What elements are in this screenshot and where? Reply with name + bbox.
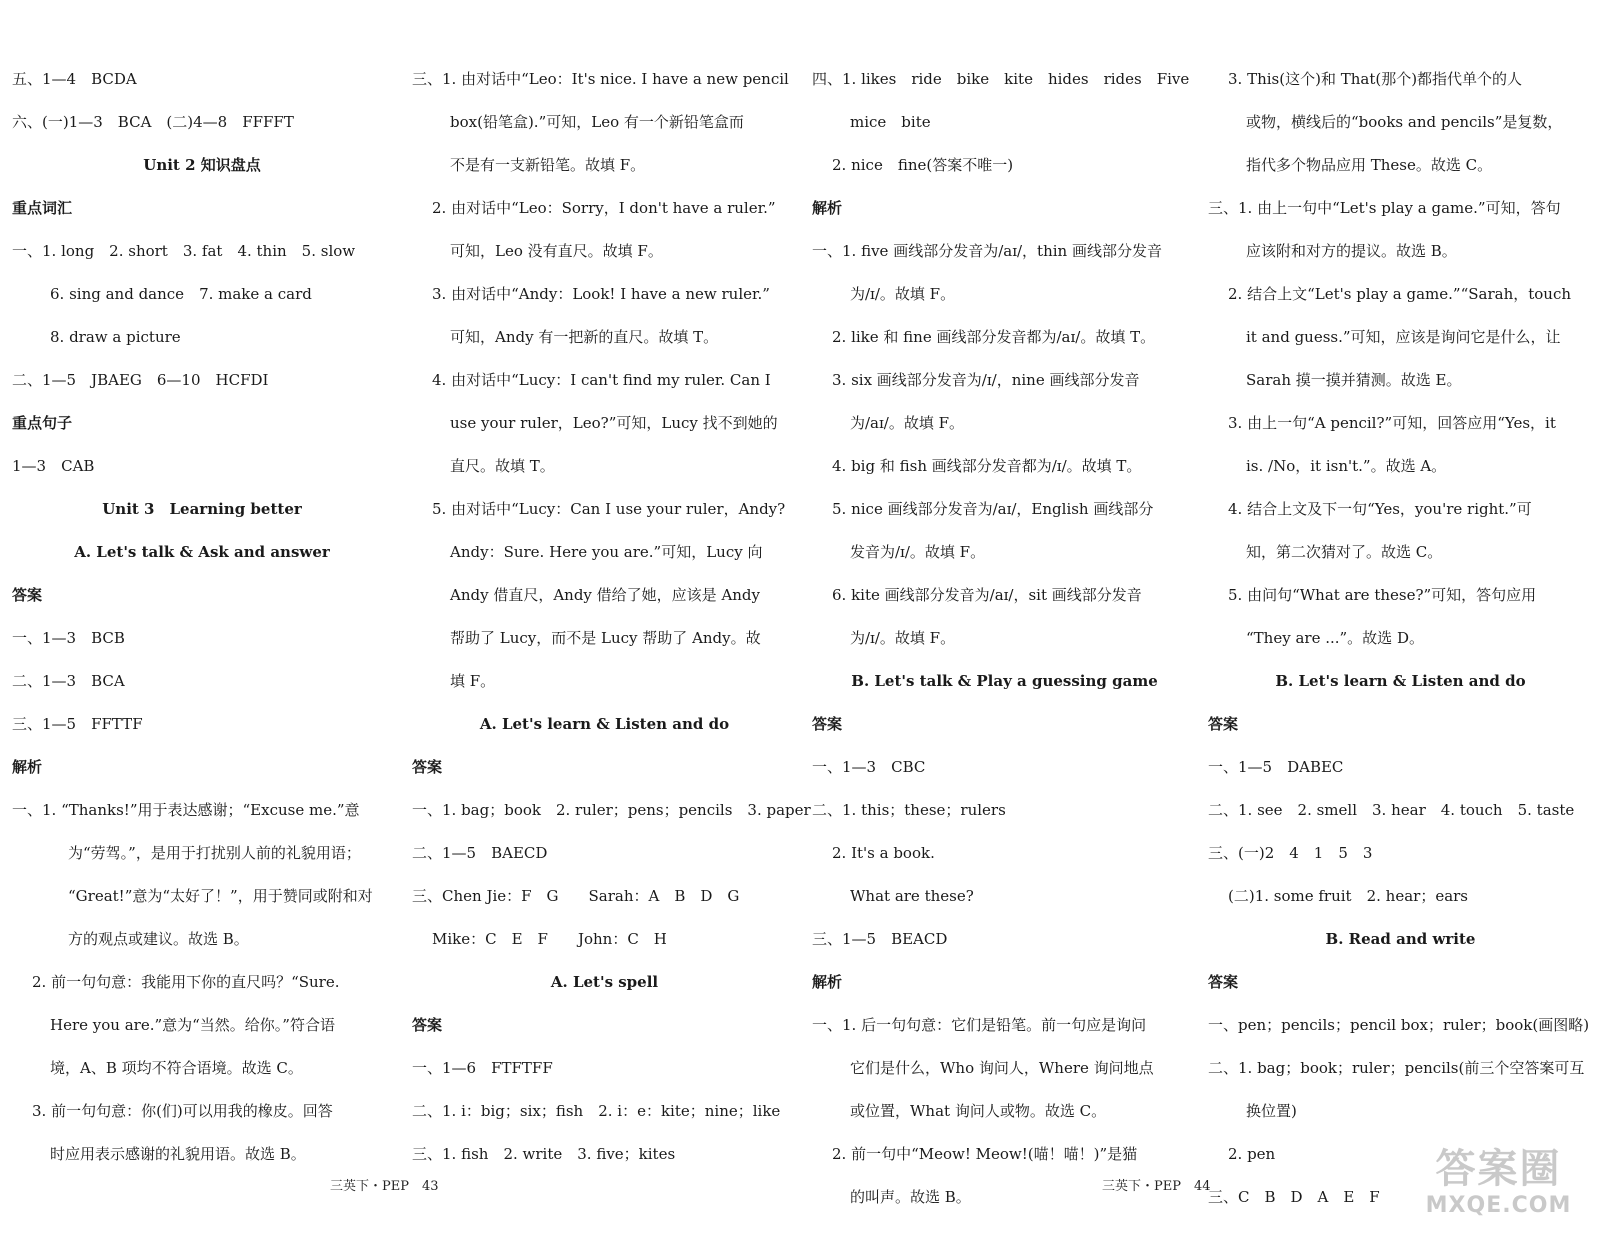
col3-line: 为/aɪ/。故填 F。 <box>850 414 965 432</box>
col3-line: What are these? <box>850 887 974 905</box>
col4-line: 应该附和对方的提议。故选 B。 <box>1246 242 1457 260</box>
col4-line: is. /No，it isn't.”。故选 A。 <box>1246 457 1447 475</box>
col1-line: 六、(一)1—3 BCA (二)4—8 FFFFT <box>12 113 294 131</box>
col1-line: Unit 2 知识盘点 <box>143 156 261 174</box>
col1-line: 时应用表示感谢的礼貌用语。故选 B。 <box>50 1145 306 1163</box>
col3-line: 5. nice 画线部分发音为/aɪ/，English 画线部分 <box>832 500 1154 518</box>
col3-line: 发音为/ɪ/。故填 F。 <box>850 543 986 561</box>
col2-line: 5. 由对话中“Lucy：Can I use your ruler，Andy? <box>432 500 786 518</box>
col3-line: 四、1. likes ride bike kite hides rides Five <box>812 70 1190 88</box>
col4-line: 答案 <box>1208 973 1239 991</box>
col1-line: 解析 <box>12 758 43 776</box>
col2-line: Andy：Sure. Here you are.”可知，Lucy 向 <box>450 543 763 561</box>
col1-line: 8. draw a picture <box>50 328 181 346</box>
col1-line: 二、1—3 BCA <box>12 672 125 690</box>
col4-line: 知，第二次猜对了。故选 C。 <box>1246 543 1443 561</box>
col3-line: 一、1. five 画线部分发音为/aɪ/，thin 画线部分发音 <box>812 242 1162 260</box>
col3-line: 三、1—5 BEACD <box>812 930 948 948</box>
col3-line: 6. kite 画线部分发音为/aɪ/，sit 画线部分发音 <box>832 586 1142 604</box>
col2-line: A. Let's spell <box>550 973 659 991</box>
col1-line: 答案 <box>12 586 43 604</box>
col4-line: 三、C B D A E F <box>1208 1188 1380 1206</box>
col1-line: 2. 前一句句意：我能用下你的直尺吗？“Sure. <box>32 973 340 991</box>
col2-line: Andy 借直尺，Andy 借给了她，应该是 Andy <box>450 586 761 604</box>
column-1 <box>12 58 392 1176</box>
col4-line: 三、(一)2 4 1 5 3 <box>1208 844 1373 862</box>
col2-line: 答案 <box>412 758 443 776</box>
col2-line: 二、1—5 BAECD <box>412 844 548 862</box>
col1-line: 1—3 CAB <box>12 457 95 475</box>
col3-line: 的叫声。故选 B。 <box>850 1188 971 1206</box>
col4-line: 二、1. bag；book；ruler；pencils(前三个空答案可互 <box>1208 1059 1585 1077</box>
col4-line: 换位置) <box>1246 1102 1297 1120</box>
col1-line: 一、1—3 BCB <box>12 629 125 647</box>
column-2 <box>412 58 811 1176</box>
col1-line: “Great!”意为“太好了！”，用于赞同或附和对 <box>68 887 373 905</box>
col4-line: it and guess.”可知，应该是询问它是什么，让 <box>1246 328 1561 346</box>
col1-line: Unit 3 Learning better <box>102 500 302 518</box>
col4-line: 一、1—5 DABEC <box>1208 758 1344 776</box>
col3-line: 二、1. this；these；rulers <box>812 801 1006 819</box>
watermark-site: MXQE.COM <box>1425 1193 1572 1218</box>
col2-line: 可知，Andy 有一把新的直尺。故填 T。 <box>450 328 719 346</box>
col4-line: Sarah 摸一摸并猜测。故选 E。 <box>1246 371 1462 389</box>
col1-line: 6. sing and dance 7. make a card <box>50 285 312 303</box>
col4-line: 一、pen；pencils；pencil box；ruler；book(画图略) <box>1208 1016 1590 1034</box>
col3-line: 3. six 画线部分发音为/ɪ/，nine 画线部分发音 <box>832 371 1140 389</box>
col2-line: 二、1. i：big；six；fish 2. i：e：kite；nine；like <box>412 1102 781 1120</box>
col4-line: 二、1. see 2. smell 3. hear 4. touch 5. taste <box>1208 801 1575 819</box>
col2-line: 3. 由对话中“Andy：Look! I have a new ruler.” <box>432 285 770 303</box>
column-4 <box>1208 58 1593 1219</box>
page-footer-43: 三英下・PEP 43 <box>330 1179 439 1194</box>
col2-line: 三、Chen Jie：F G Sarah：A B D G <box>412 887 740 905</box>
col4-line: 指代多个物品应用 These。故选 C。 <box>1246 156 1493 174</box>
col3-line: 4. big 和 fish 画线部分发音都为/ɪ/。故填 T。 <box>832 457 1142 475</box>
col4-line: 2. 结合上文“Let's play a game.”“Sarah，touch <box>1228 285 1572 303</box>
col2-line: 答案 <box>412 1016 443 1034</box>
col4-line: 3. This(这个)和 That(那个)都指代单个的人 <box>1228 70 1523 88</box>
col1-line: 一、1. “Thanks!”用于表达感谢；“Excuse me.”意 <box>12 801 360 819</box>
col2-line: 4. 由对话中“Lucy：I can't find my ruler. Can I <box>432 371 771 389</box>
col4-line: 4. 结合上文及下一句“Yes，you're right.”可 <box>1228 500 1532 518</box>
col2-line: use your ruler，Leo?”可知，Lucy 找不到她的 <box>450 414 778 432</box>
col1-line: 方的观点或建议。故选 B。 <box>68 930 249 948</box>
col2-line: 可知，Leo 没有直尺。故填 F。 <box>450 242 663 260</box>
col2-line: 填 F。 <box>450 672 496 690</box>
col1-line: 3. 前一句句意：你(们)可以用我的橡皮。回答 <box>32 1102 333 1120</box>
column-3 <box>812 58 1197 1219</box>
col2-line: box(铅笔盒).”可知，Leo 有一个新铅笔盒而 <box>450 113 744 131</box>
col4-line: B. Let's learn & Listen and do <box>1275 672 1526 690</box>
col3-line: B. Let's talk & Play a guessing game <box>851 672 1158 690</box>
col4-line: 答案 <box>1208 715 1239 733</box>
col4-line: 或物，横线后的“books and pencils”是复数， <box>1246 113 1563 131</box>
col1-line: 一、1. long 2. short 3. fat 4. thin 5. slow <box>12 242 356 260</box>
col2-line: 不是有一支新铅笔。故填 F。 <box>450 156 646 174</box>
col2-line: 2. 由对话中“Leo：Sorry，I don't have a ruler.” <box>432 199 776 217</box>
col2-line: 三、1. 由对话中“Leo：It's nice. I have a new pencil <box>412 70 789 88</box>
col3-line: 2. like 和 fine 画线部分发音都为/aɪ/。故填 T。 <box>832 328 1156 346</box>
col1-line: 为“劳驾。”，是用于打扰别人前的礼貌用语； <box>68 844 361 862</box>
col3-line: 2. It's a book. <box>832 844 935 862</box>
col3-line: 它们是什么，Who 询问人，Where 询问地点 <box>850 1059 1154 1077</box>
col1-line: A. Let's talk & Ask and answer <box>74 543 330 561</box>
col1-line: 重点词汇 <box>12 199 73 217</box>
col4-line: 3. 由上一句“A pencil?”可知，回答应用“Yes，it <box>1228 414 1556 432</box>
col2-line: 一、1. bag；book 2. ruler；pens；pencils 3. paper <box>412 801 811 819</box>
col4-line: 5. 由问句“What are these?”可知，答句应用 <box>1228 586 1537 604</box>
watermark-logo <box>1411 1145 1586 1225</box>
col3-line: 解析 <box>812 199 843 217</box>
col4-line: 2. pen <box>1228 1145 1276 1163</box>
col2-line: 直尺。故填 T。 <box>450 457 555 475</box>
page-footer-44: 三英下・PEP 44 <box>1102 1179 1211 1194</box>
col2-line: Mike：C E F John：C H <box>432 930 667 948</box>
col1-line: 五、1—4 BCDA <box>12 70 137 88</box>
col2-line: 帮助了 Lucy，而不是 Lucy 帮助了 Andy。故 <box>450 629 761 647</box>
col2-line: A. Let's learn & Listen and do <box>479 715 730 733</box>
col4-line: (二)1. some fruit 2. hear；ears <box>1228 887 1469 905</box>
col3-line: 2. nice fine(答案不唯一) <box>832 156 1014 174</box>
watermark-title: 答案圈 <box>1435 1146 1562 1192</box>
col1-line: 二、1—5 JBAEG 6—10 HCFDI <box>12 371 269 389</box>
col1-line: 三、1—5 FFTTF <box>12 715 143 733</box>
col4-line: 三、1. 由上一句中“Let's play a game.”可知，答句 <box>1208 199 1561 217</box>
col3-line: 为/ɪ/。故填 F。 <box>850 629 956 647</box>
col1-line: 重点句子 <box>12 414 73 432</box>
col1-line: 境，A、B 项均不符合语境。故选 C。 <box>50 1059 303 1077</box>
col3-line: 答案 <box>812 715 843 733</box>
col2-line: 一、1—6 FTFTFF <box>412 1059 553 1077</box>
col3-line: 为/ɪ/。故填 F。 <box>850 285 956 303</box>
col3-line: 一、1—3 CBC <box>812 758 926 776</box>
col3-line: 或位置，What 询问人或物。故选 C。 <box>850 1102 1107 1120</box>
col1-line: Here you are.”意为“当然。给你。”符合语 <box>50 1016 335 1034</box>
col4-line: B. Read and write <box>1325 930 1476 948</box>
col3-line: mice bite <box>850 113 931 131</box>
col2-line: 三、1. fish 2. write 3. five；kites <box>412 1145 676 1163</box>
col3-line: 解析 <box>812 973 843 991</box>
col4-line: “They are ...”。故选 D。 <box>1246 629 1424 647</box>
col3-line: 一、1. 后一句句意：它们是铅笔。前一句应是询问 <box>812 1016 1147 1034</box>
col3-line: 2. 前一句中“Meow! Meow!(喵！喵！)”是猫 <box>832 1145 1138 1163</box>
